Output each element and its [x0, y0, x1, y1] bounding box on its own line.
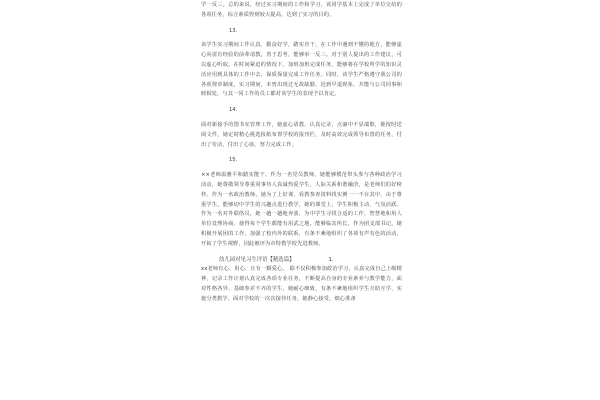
paragraph: 面对新接手的图书室管理工作，她虚心请教，认真记录，点滴中不显端歇，她按时送阅文件，她定时精心挑选报纸布置学校的报刊栏，及时高效完成领导布置的任务，付出了劳动，付出了心血，努力完成工作。	[201, 121, 402, 148]
paragraph: ××老师温雅平和踏实能干。作为一名党员教师，她能够模范带头参与各种政治学习活动，她尊敬领导尊重同事待人真诚热爱学生，人际关系和谐融洽，是老师们的好榜样。作为一名政治教师，她为了上好课，看教参查资料找实例一一不在其中，由于尊重学生，能够切中学生的兴趣点进行教学，她的课堂上，学生积极主动、气氛活跃。作为一名对外联络员，她一趟一趟地奔波，为中学生寻找合适的工作，智慧地和用人单位处理协商，使得每个学生都能有用武之地。能够临其所长，作为团支部书记，她积极开展团的工作，加强了校内外的联系，有条不紊地组织了各项有声有色的活动，开拓了学生视野，因此被评为市特教学校先进教师。	[201, 172, 402, 247]
item-number: 13.	[229, 27, 238, 34]
paragraph: xx老师有心、用心、且有一颗爱心。 除不仅积极参加政治学习，认真完成自己上级精神，记录工作计划认真完成各项专业任务，不断提高自身的专业素养与教学能力，面对性格各异、基础参差不齐的学生，她耐心细致，有条不紊地组织学生互助互学，实施分类教学。面对学校的一次次接待任务，她静心接受，细心准备	[201, 266, 402, 302]
section-heading	[201, 256, 402, 266]
item-number: 14.	[229, 107, 238, 114]
item-number: 15.	[229, 157, 238, 164]
paragraph: 该学生实习期间工作认真，勤奋好学，踏实肯干，在工作中遇到不懂的地方，能够虚心向富有经验的前辈请教，善于思考，能够举一反三。对于别人提出的工作建议，可以虚心听取。在时间紧迫的情况下，加班加班完成任务，能够将在学校所学的知识灵活应用到具体的工作中去，保质保量完成工作任务。同时，该学生严格遵守我公司的各项规章制度，实习期间，未曾出现过无故缺勤、迟到早退现象，并能与公司同事和睦相处，与其一同工作的员工都对该学生的表现予以肯定。	[201, 42, 402, 98]
document-column	[201, 1, 402, 307]
section-title: 幼儿园对见习生评语【精选篇】	[219, 256, 295, 263]
item-number: 1.	[328, 256, 334, 263]
paragraph: 学一反三。总的来说，经过实习期间的工作和学习，该同学基本上完成了单位交给的各项任务，综合素质得到较大提高，达到了实习的目的。	[201, 2, 402, 18]
